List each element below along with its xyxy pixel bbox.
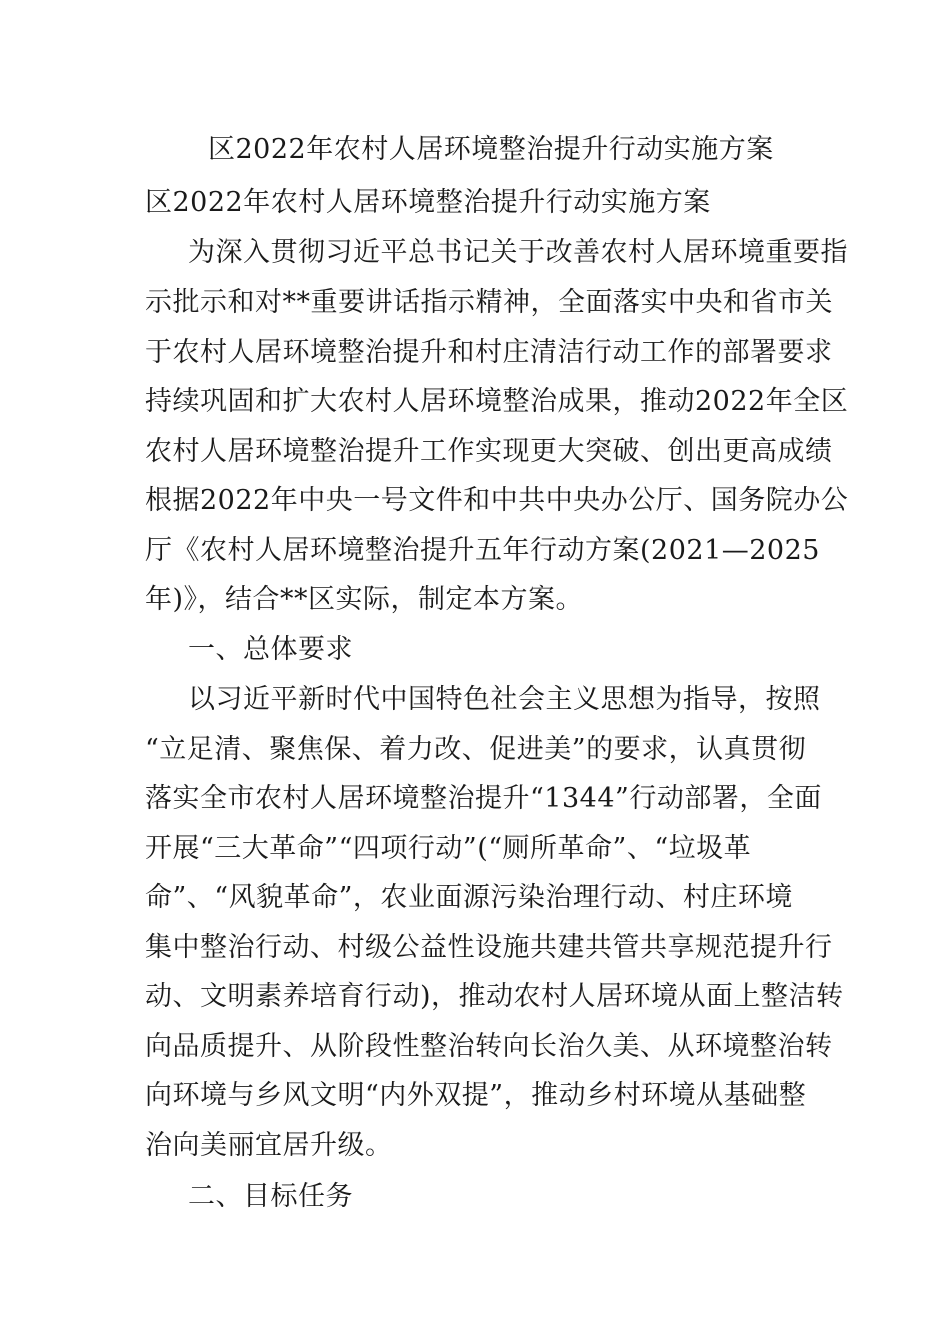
document-title: 区2022年农村人居环境整治提升行动实施方案 [208,134,774,165]
paragraph-line: 以习近平新时代中国特色社会主义思想为指导，按照 [188,684,821,715]
paragraph-line: 持续巩固和扩大农村人居环境整治成果，推动2022年全区 [145,386,849,417]
section-heading-general-requirements: 一、总体要求 [188,634,353,665]
paragraph-line: 集中整治行动、村级公益性设施共建共管共享规范提升行 [145,932,833,963]
paragraph-line: 于农村人居环境整治提升和村庄清洁行动工作的部署要求 [145,337,833,368]
paragraph-line: 开展“三大革命”“四项行动”(“厕所革命”、“垃圾革 [145,833,752,864]
section-heading-goals-tasks: 二、目标任务 [188,1181,353,1212]
paragraph-line: 落实全市农村人居环境整治提升“1344”行动部署，全面 [145,783,822,814]
paragraph-line: 根据2022年中央一号文件和中共中央办公厅、国务院办公 [145,485,849,516]
paragraph-line: 命”、“风貌革命”，农业面源污染治理行动、村庄环境 [145,882,793,913]
paragraph-line: 农村人居环境整治提升工作实现更大突破、创出更高成绩 [145,436,833,467]
paragraph-line: “立足清、聚焦保、着力改、促进美”的要求，认真贯彻 [145,734,807,765]
document-subtitle: 区2022年农村人居环境整治提升行动实施方案 [145,187,711,218]
paragraph-line: 为深入贯彻习近平总书记关于改善农村人居环境重要指 [188,237,848,268]
paragraph-line: 治向美丽宜居升级。 [145,1130,393,1161]
paragraph-line: 年)》，结合**区实际，制定本方案。 [145,584,584,615]
paragraph-line: 示批示和对**重要讲话指示精神，全面落实中央和省市关 [145,287,833,318]
paragraph-line: 动、文明素养培育行动)，推动农村人居环境从面上整洁转 [145,981,844,1012]
paragraph-line: 向品质提升、从阶段性整治转向长治久美、从环境整治转 [145,1031,833,1062]
paragraph-line: 向环境与乡风文明“内外双提”，推动乡村环境从基础整 [145,1080,807,1111]
paragraph-line: 厅《农村人居环境整治提升五年行动方案(2021—2025 [145,535,820,566]
